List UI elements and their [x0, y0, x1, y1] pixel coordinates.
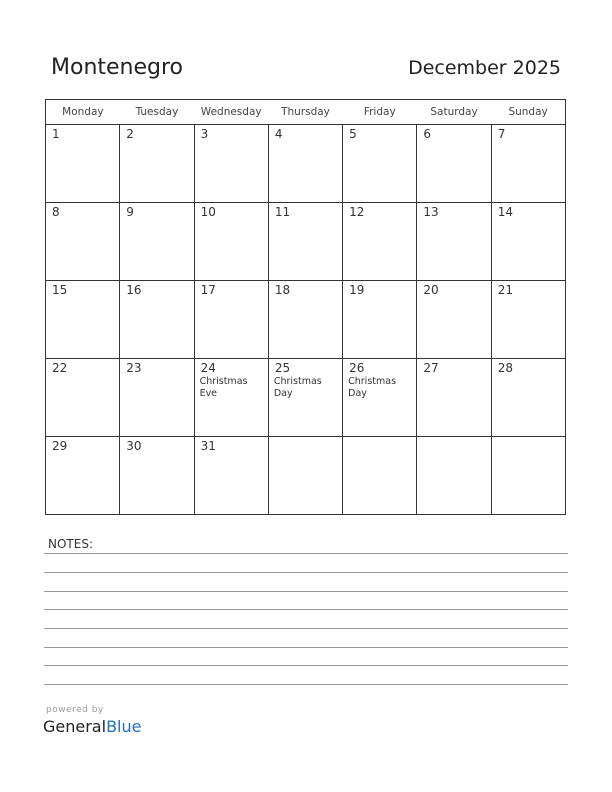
day-cell[interactable] [120, 281, 194, 359]
powered-by-text: powered by [46, 705, 104, 715]
weekday-header-row [46, 100, 566, 125]
day-cell[interactable] [268, 281, 342, 359]
day-number: 20 [423, 283, 439, 297]
generalblue-logo[interactable] [43, 717, 141, 736]
day-number: 23 [126, 361, 142, 375]
day-number: 11 [274, 205, 291, 219]
day-number: 27 [423, 361, 439, 375]
day-number: 30 [126, 439, 142, 453]
day-number: 4 [274, 127, 283, 141]
note-line [44, 628, 568, 629]
day-cell[interactable] [120, 359, 194, 437]
day-cell[interactable] [46, 281, 120, 359]
day-cell[interactable] [46, 359, 120, 437]
weekday-sunday: Sunday [491, 100, 565, 125]
note-line [44, 591, 568, 592]
day-cell[interactable] [491, 281, 565, 359]
day-cell[interactable] [46, 125, 120, 203]
note-line [44, 553, 568, 554]
day-cell[interactable] [417, 437, 491, 515]
note-line [44, 665, 568, 666]
day-cell[interactable] [194, 203, 268, 281]
day-cell[interactable] [343, 203, 417, 281]
day-cell[interactable] [268, 437, 342, 515]
day-cell[interactable] [194, 281, 268, 359]
day-cell[interactable] [268, 203, 342, 281]
day-cell[interactable] [417, 281, 491, 359]
day-cell[interactable] [417, 125, 491, 203]
day-cell[interactable] [46, 203, 120, 281]
holiday-label: Christmas Eve [199, 376, 248, 399]
week-row [46, 203, 566, 281]
day-cell[interactable] [491, 437, 565, 515]
day-number: 18 [274, 283, 291, 297]
day-cell[interactable] [491, 125, 565, 203]
note-line [44, 684, 568, 685]
day-number: 16 [126, 283, 142, 297]
day-cell[interactable] [343, 359, 417, 437]
brand-general: General [43, 717, 107, 736]
day-number: 28 [497, 361, 513, 375]
weekday-saturday: Saturday [417, 100, 491, 125]
calendar-grid [45, 99, 566, 515]
day-cell[interactable] [194, 437, 268, 515]
day-cell[interactable] [120, 203, 194, 281]
day-number: 6 [423, 127, 432, 141]
day-cell[interactable] [343, 125, 417, 203]
day-number: 12 [349, 205, 365, 219]
day-cell[interactable] [268, 125, 342, 203]
brand-blue: Blue [106, 717, 142, 736]
day-number: 29 [52, 439, 68, 453]
note-line [44, 572, 568, 573]
day-number: 17 [200, 283, 216, 297]
day-cell[interactable] [194, 125, 268, 203]
day-cell[interactable] [491, 203, 565, 281]
day-number: 2 [126, 127, 134, 141]
country-title: Montenegro [51, 55, 184, 80]
day-cell[interactable] [343, 281, 417, 359]
weekday-tuesday: Tuesday [120, 100, 194, 125]
day-cell[interactable] [343, 437, 417, 515]
day-number: 3 [200, 127, 209, 141]
day-cell[interactable] [417, 203, 491, 281]
day-number: 24 [200, 361, 216, 375]
day-number: 5 [349, 127, 357, 141]
day-number: 7 [497, 127, 506, 141]
day-cell[interactable] [417, 359, 491, 437]
month-year-title: December 2025 [408, 57, 561, 79]
day-number: 15 [52, 283, 68, 297]
day-cell[interactable] [120, 437, 194, 515]
weekday-wednesday: Wednesday [194, 100, 268, 125]
holiday-label: Christmas Day [348, 376, 397, 399]
day-number: 9 [126, 205, 134, 219]
week-row [46, 281, 566, 359]
day-cell[interactable] [120, 125, 194, 203]
weekday-monday: Monday [46, 100, 120, 125]
week-row [46, 437, 566, 515]
day-number: 26 [349, 361, 365, 375]
week-row [46, 125, 566, 203]
day-cell[interactable] [46, 437, 120, 515]
note-line [44, 647, 568, 648]
day-number: 25 [274, 361, 291, 375]
day-number: 13 [423, 205, 439, 219]
calendar-body [46, 125, 566, 515]
weekday-thursday: Thursday [268, 100, 342, 125]
day-number: 8 [52, 205, 60, 219]
week-row [46, 359, 566, 437]
weekday-friday: Friday [343, 100, 417, 125]
note-line [44, 609, 568, 610]
day-number: 19 [349, 283, 365, 297]
day-cell[interactable] [268, 359, 342, 437]
notes-label: NOTES: [48, 537, 93, 551]
day-cell[interactable] [194, 359, 268, 437]
day-cell[interactable] [491, 359, 565, 437]
day-number: 21 [497, 283, 513, 297]
day-number: 14 [497, 205, 513, 219]
day-number: 22 [52, 361, 68, 375]
day-number: 31 [200, 439, 216, 453]
holiday-label: Christmas Day [273, 376, 322, 399]
day-number: 1 [52, 127, 60, 141]
day-number: 10 [200, 205, 216, 219]
